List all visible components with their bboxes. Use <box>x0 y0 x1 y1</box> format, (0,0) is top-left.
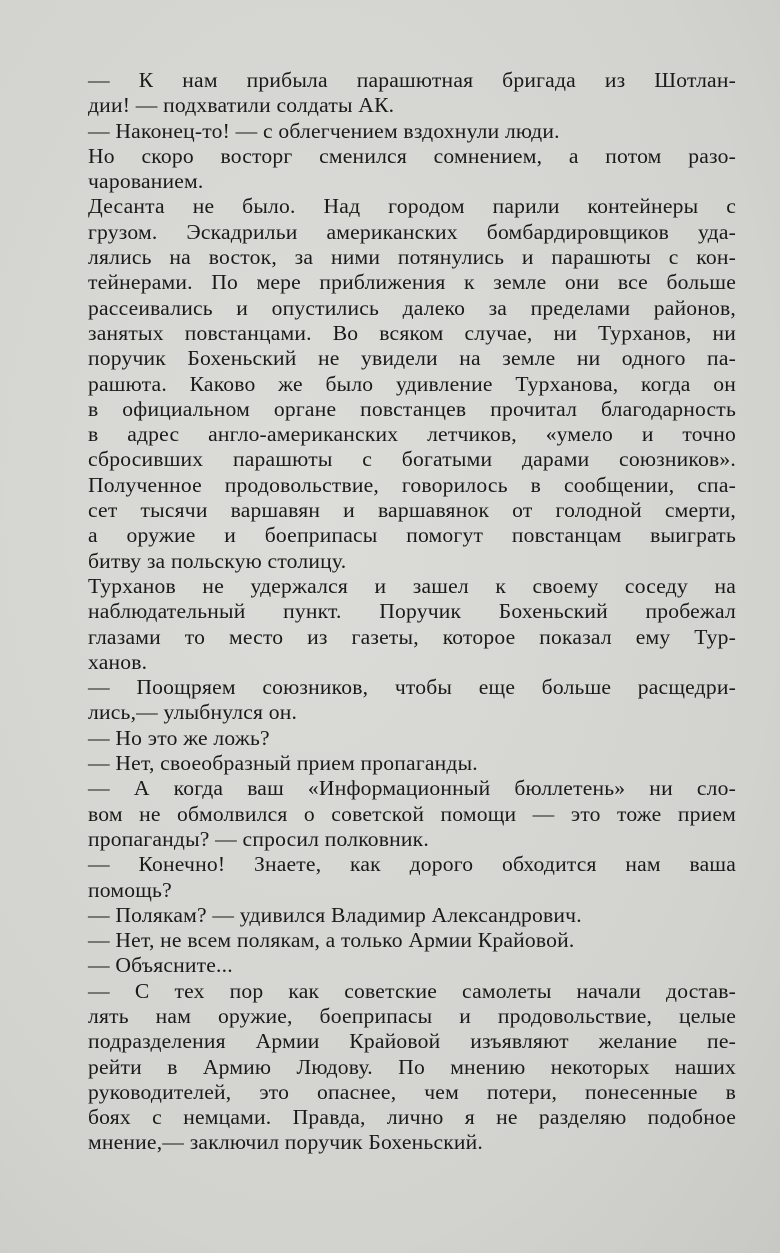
text-line: — Полякам? — удивился Владимир Александрович. <box>88 902 582 927</box>
text-line: подразделения Армии Крайовой изъявляют желание пе- <box>88 1029 736 1054</box>
text-line: в адрес англо-американских летчиков, «умело и точно <box>88 422 736 447</box>
text-line: боях с немцами. Правда, лично я не разделяю подобное <box>88 1105 736 1130</box>
text-line: наблюдательный пункт. Поручик Бохеньский пробежал <box>88 599 736 624</box>
text-line: сбросивших парашюты с богатыми дарами союзников». <box>88 447 736 472</box>
paragraph <box>88 953 736 978</box>
text-line: чарованием. <box>88 169 204 194</box>
paragraph <box>88 928 736 953</box>
text-line: ханов. <box>88 649 148 674</box>
text-line: Но скоро восторг сменился сомнением, а потом разо- <box>88 143 736 168</box>
text-line: — Наконец-то! — с облегчением вздохнули люди. <box>88 118 560 143</box>
text-line: сет тысячи варшавян и варшавянок от голодной смерти, <box>88 498 736 523</box>
paragraph <box>88 574 736 675</box>
text-line: руководителей, это опаснее, чем потери, понесенные в <box>88 1079 736 1104</box>
text-line: Десанта не было. Над городом парили контейнеры с <box>88 194 736 219</box>
text-line: в официальном органе повстанцев прочитал благодарность <box>88 396 736 421</box>
paragraph <box>88 751 736 776</box>
text-line: — Нет, не всем полякам, а только Армии Крайовой. <box>88 928 575 953</box>
paragraph <box>88 776 736 852</box>
text-line: поручик Бохеньский не увидели на земле ни одного па- <box>88 346 736 371</box>
paragraph <box>88 979 736 1156</box>
text-line: а оружие и боеприпасы помогут повстанцам выиграть <box>88 523 736 548</box>
paragraph <box>88 675 736 726</box>
text-line: — Но это же ложь? <box>88 725 270 750</box>
text-line: — Объясните... <box>88 953 233 978</box>
paragraph <box>88 903 736 928</box>
paragraph <box>88 852 736 903</box>
text-line: лись,— улыбнулся он. <box>88 700 298 725</box>
text-line: дии! — подхватили солдаты АК. <box>88 93 395 118</box>
text-line: — А когда ваш «Информационный бюллетень» ни сло- <box>88 776 736 801</box>
text-line: битву за польскую столицу. <box>88 548 347 573</box>
text-line: пропаганды? — спросил полковник. <box>88 826 429 851</box>
text-line: Полученное продовольствие, говорилось в сообщении, спа- <box>88 472 736 497</box>
text-line: рашюта. Каково же было удивление Турханова, когда он <box>88 371 736 396</box>
text-line: занятых повстанцами. Во всяком случае, ни Турханов, ни <box>88 320 736 345</box>
text-line: лялись на восток, за ними потянулись и парашюты с кон- <box>88 245 736 270</box>
text-line: — С тех пор как советские самолеты начали достав- <box>88 978 736 1003</box>
text-line: — Поощряем союзников, чтобы еще больше расщедри- <box>88 675 736 700</box>
paragraph <box>88 194 736 573</box>
text-line: тейнерами. По мере приближения к земле они все больше <box>88 270 736 295</box>
paragraph <box>88 119 736 144</box>
text-line: вом не обмолвился о советской помощи — это тоже прием <box>88 801 736 826</box>
text-line: грузом. Эскадрильи американских бомбардировщиков уда- <box>88 219 736 244</box>
text-line: рейти в Армию Людову. По мнению некоторых наших <box>88 1054 736 1079</box>
page-text <box>88 68 736 1156</box>
paragraph <box>88 68 736 119</box>
text-line: Турханов не удержался и зашел к своему соседу на <box>88 573 736 598</box>
paragraph <box>88 144 736 195</box>
text-line: мнение,— заключил поручик Бохеньский. <box>88 1130 484 1155</box>
text-line: — Нет, своеобразный прием пропаганды. <box>88 751 478 776</box>
paragraph <box>88 726 736 751</box>
text-line: — К нам прибыла парашютная бригада из Шотлан- <box>88 68 736 92</box>
text-line: рассеивались и опустились далеко за пределами районов, <box>88 295 736 320</box>
text-line: глазами то место из газеты, которое показал ему Тур- <box>88 624 736 649</box>
text-line: — Конечно! Знаете, как дорого обходится нам ваша <box>88 852 736 877</box>
text-line: лять нам оружие, боеприпасы и продовольствие, целые <box>88 1003 736 1028</box>
text-line: помощь? <box>88 877 172 902</box>
